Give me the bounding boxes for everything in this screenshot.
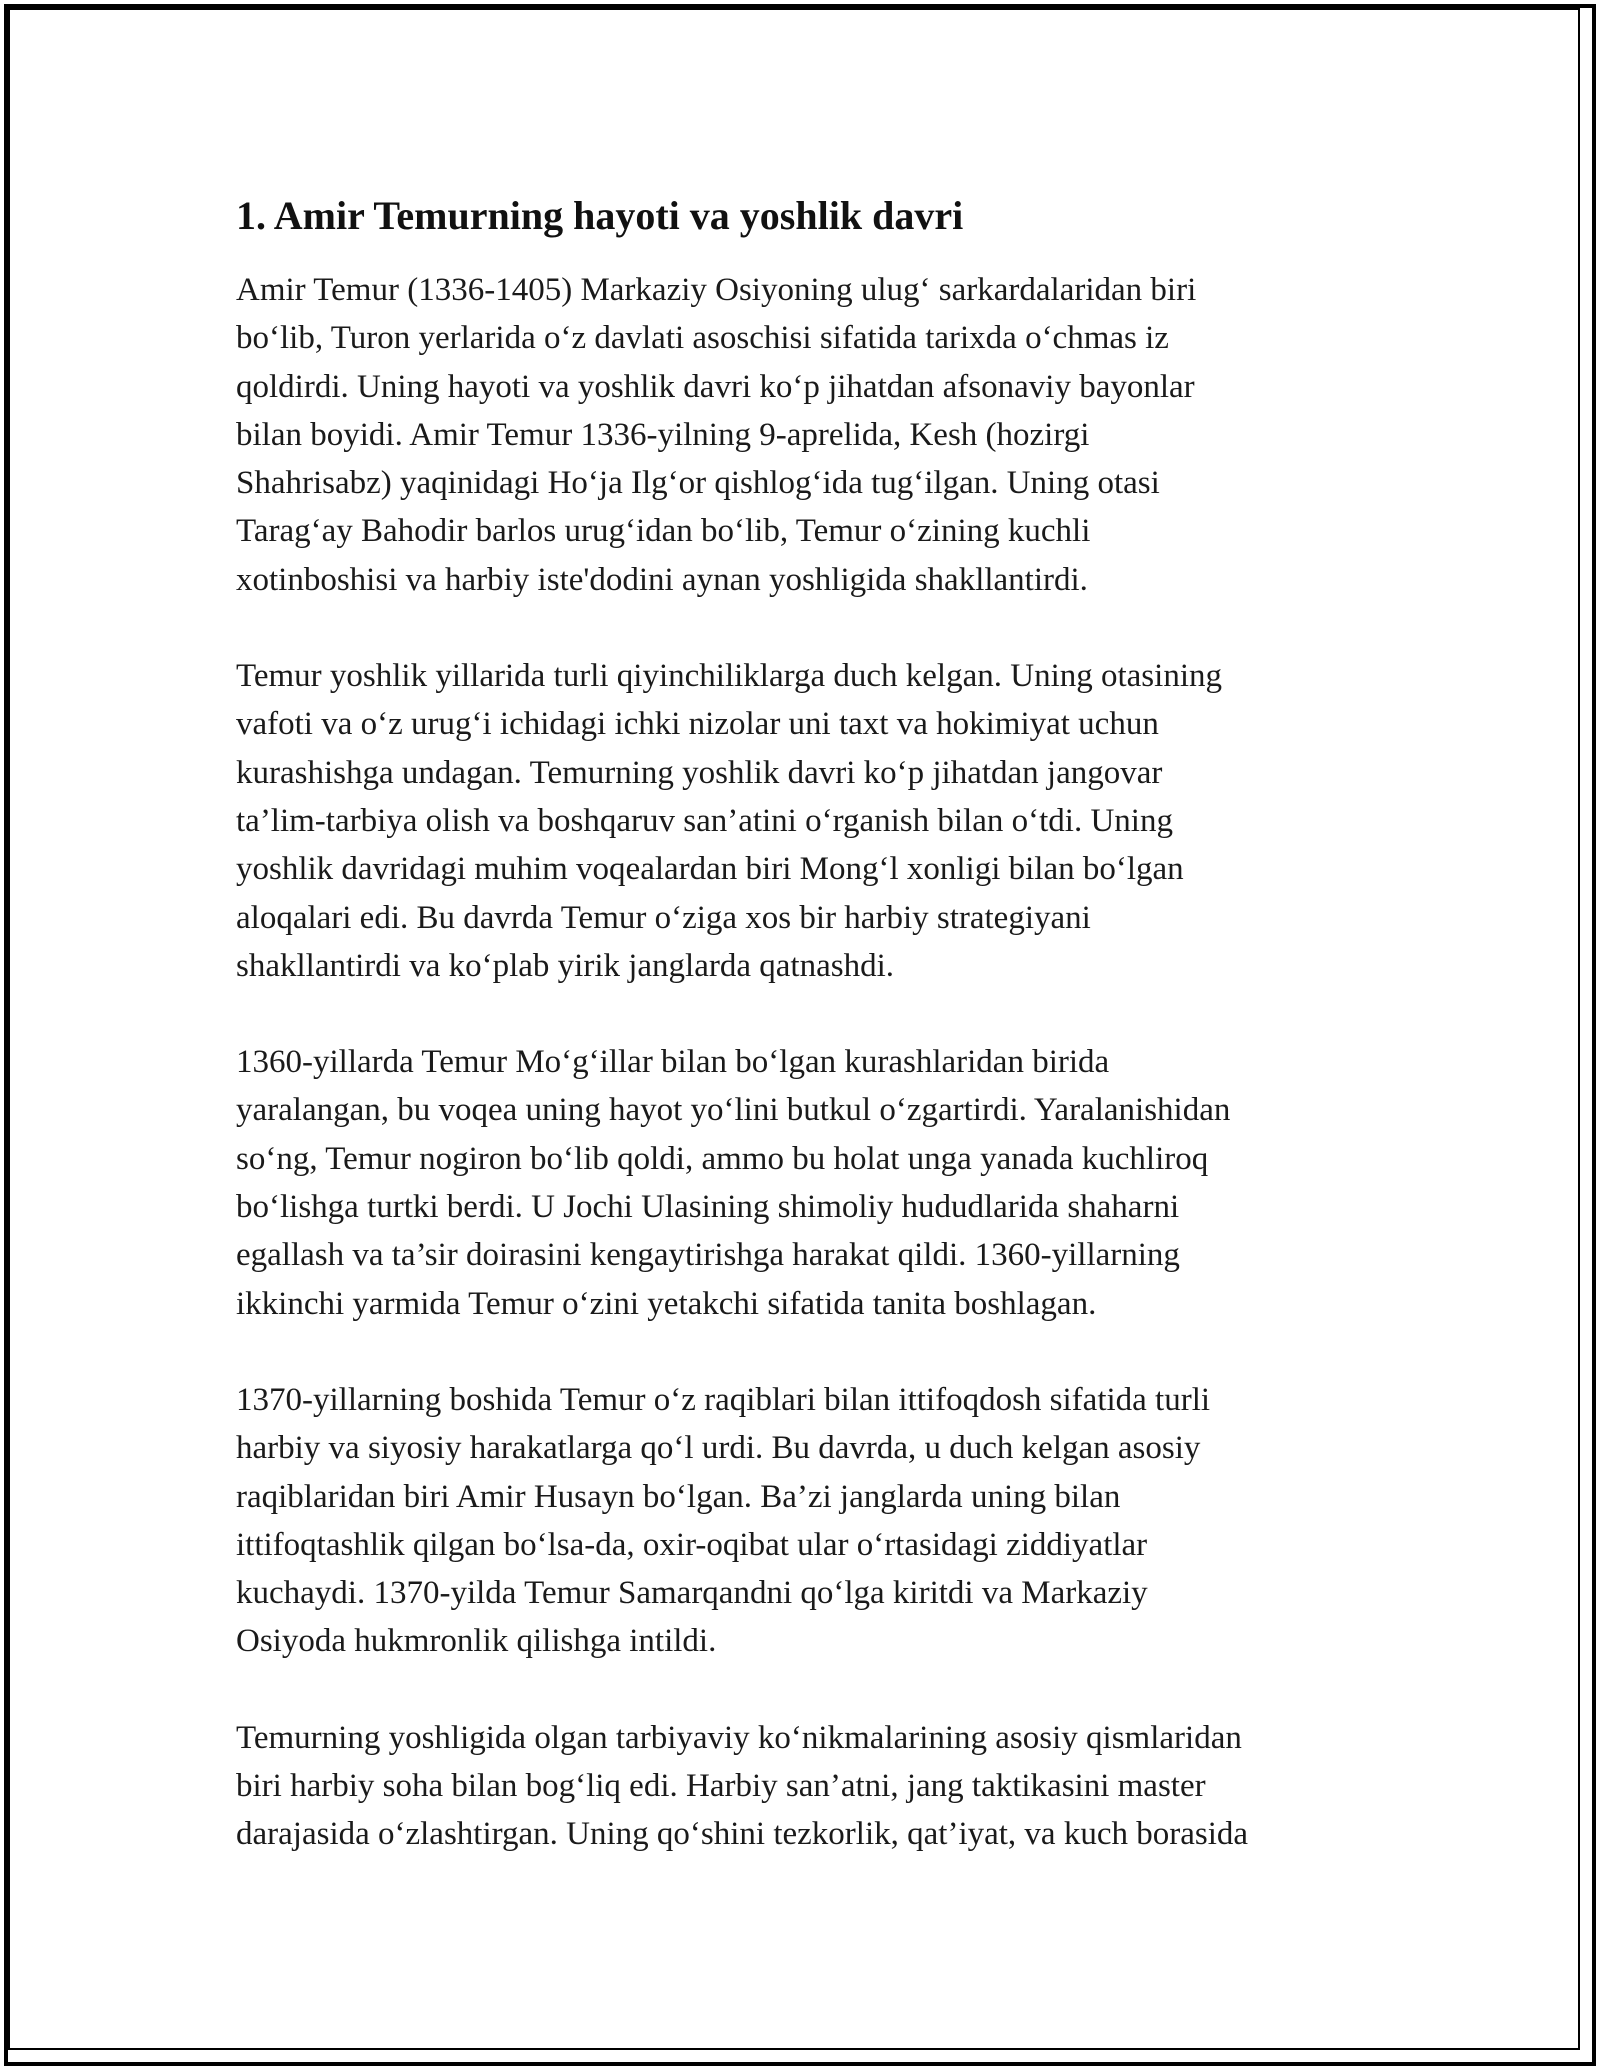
text-line: bilan boyidi. Amir Temur 1336-yilning 9-aprelida, Kesh (hozirgi bbox=[236, 416, 1090, 453]
text-line: qoldirdi. Uning hayoti va yoshlik davri ko‘p jihatdan afsonaviy bayonlar bbox=[236, 368, 1195, 405]
text-line: Osiyoda hukmronlik qilishga intildi. bbox=[236, 1623, 717, 1660]
section-heading: 1. Amir Temurning hayoti va yoshlik davri bbox=[236, 193, 964, 238]
text-line: Amir Temur (1336-1405) Markaziy Osiyoning ulug‘ sarkardalaridan biri bbox=[236, 272, 1197, 308]
text-line: harbiy va siyosiy harakatlarga qo‘l urdi. Bu davrda, u duch kelgan asosiy bbox=[236, 1430, 1201, 1467]
text-line: 1360-yillarda Temur Mo‘g‘illar bilan bo‘lgan kurashlaridan birida bbox=[236, 1044, 1110, 1081]
text-line: Temur yoshlik yillarida turli qiyinchiliklarga duch kelgan. Uning otasining bbox=[236, 658, 1222, 695]
paragraph-4 bbox=[236, 1376, 1376, 1666]
text-line: ittifoqtashlik qilgan bo‘lsa-da, oxir-oqibat ular o‘rtasidagi ziddiyatlar bbox=[236, 1526, 1148, 1563]
text-line: Temurning yoshligida olgan tarbiyaviy ko‘nikmalarining asosiy qismlaridan bbox=[236, 1719, 1242, 1756]
text-line: shakllantirdi va ko‘plab yirik janglarda qatnashdi. bbox=[236, 947, 894, 984]
text-line: darajasida o‘zlashtirgan. Uning qo‘shini tezkorlik, qat’iyat, va kuch borasida bbox=[236, 1816, 1249, 1853]
text-line: biri harbiy soha bilan bog‘liq edi. Harbiy san’atni, jang taktikasini master bbox=[236, 1768, 1206, 1805]
text-line: ta’lim-tarbiya olish va boshqaruv san’atini o‘rganish bilan o‘tdi. Uning bbox=[236, 802, 1173, 839]
text-line: so‘ng, Temur nogiron bo‘lib qoldi, ammo bu holat unga yanada kuchliroq bbox=[236, 1140, 1209, 1177]
text-line: kurashishga undagan. Temurning yoshlik davri ko‘p jihatdan jangovar bbox=[236, 754, 1163, 791]
paragraph-2 bbox=[236, 652, 1376, 990]
text-line: yaralangan, bu voqea uning hayot yo‘lini butkul o‘zgartirdi. Yaralanishidan bbox=[236, 1092, 1231, 1129]
document-body bbox=[236, 190, 1376, 1907]
text-line: Shahrisabz) yaqinidagi Ho‘ja Ilg‘or qishlog‘ida tug‘ilgan. Uning otasi bbox=[236, 465, 1160, 502]
text-line: yoshlik davridagi muhim voqealardan biri Mong‘l xonligi bilan bo‘lgan bbox=[236, 851, 1184, 888]
paragraph-3 bbox=[236, 1038, 1376, 1328]
text-line: 1370-yillarning boshida Temur o‘z raqiblari bilan ittifoqdosh sifatida turli bbox=[236, 1381, 1211, 1418]
text-line: xotinboshisi va harbiy iste'dodini aynan yoshligida shakllantirdi. bbox=[236, 561, 1088, 598]
text-line: Tarag‘ay Bahodir barlos urug‘idan bo‘lib, Temur o‘zining kuchli bbox=[236, 513, 1091, 550]
text-line: ikkinchi yarmida Temur o‘zini yetakchi sifatida tanita boshlagan. bbox=[236, 1285, 1097, 1322]
paragraph-5 bbox=[236, 1714, 1376, 1859]
text-line: vafoti va o‘z urug‘i ichidagi ichki nizolar uni taxt va hokimiyat uchun bbox=[236, 706, 1159, 743]
text-line: kuchaydi. 1370-yilda Temur Samarqandni qo‘lga kiritdi va Markaziy bbox=[236, 1575, 1148, 1612]
paragraph-1 bbox=[236, 266, 1376, 604]
text-line: aloqalari edi. Bu davrda Temur o‘ziga xos bir harbiy strategiyani bbox=[236, 899, 1091, 936]
text-line: bo‘lishga turtki berdi. U Jochi Ulasining shimoliy hududlarida shaharni bbox=[236, 1189, 1180, 1226]
text-line: bo‘lib, Turon yerlarida o‘z davlati asoschisi sifatida tarixda o‘chmas iz bbox=[236, 320, 1169, 357]
text-line: egallash va ta’sir doirasini kengaytirishga harakat qildi. 1360-yillarning bbox=[236, 1237, 1180, 1274]
text-line: raqiblaridan biri Amir Husayn bo‘lgan. Ba’zi janglarda uning bilan bbox=[236, 1478, 1121, 1515]
